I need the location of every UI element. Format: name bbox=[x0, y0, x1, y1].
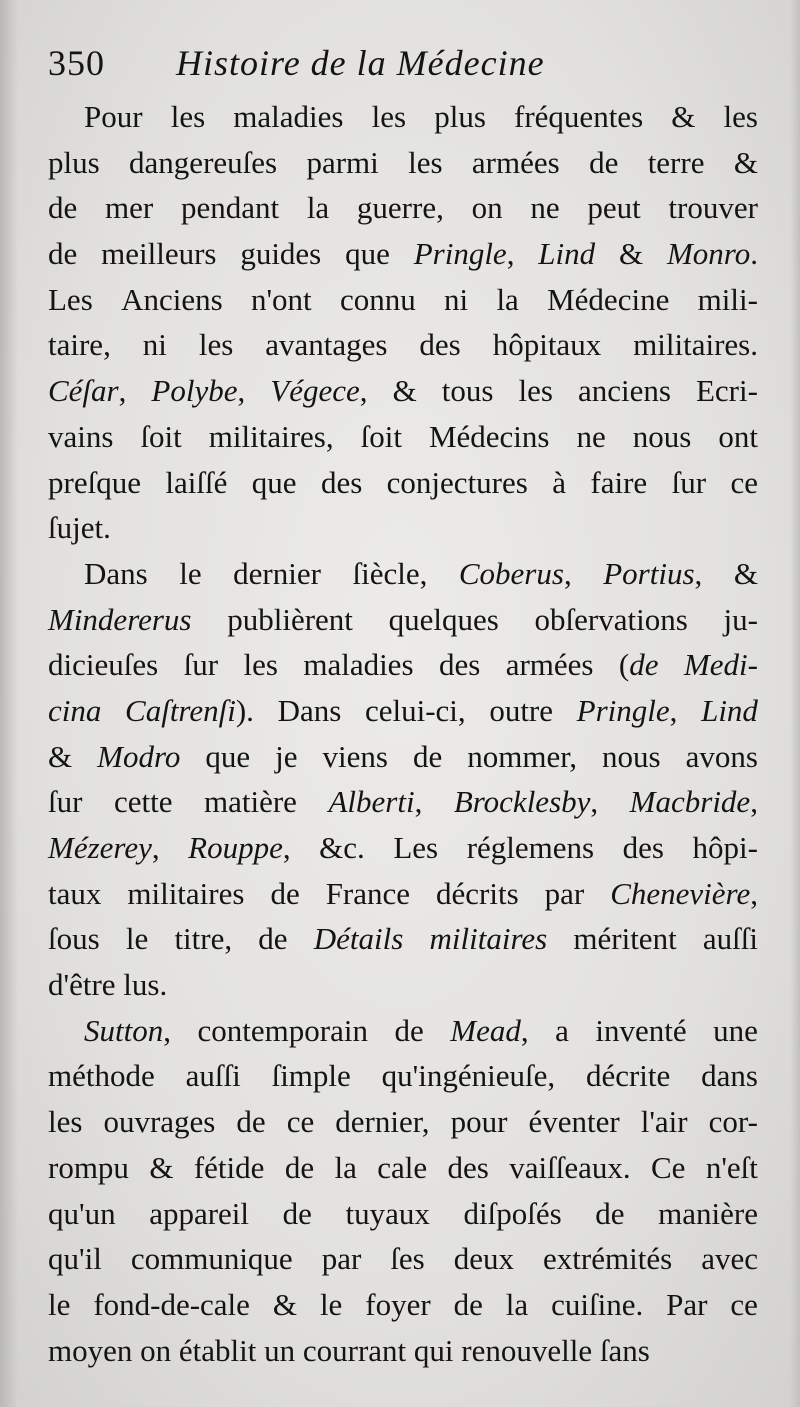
text-line: dicieuſes ſur les maladies des armées (de Medi- bbox=[48, 647, 758, 683]
text-line: Les Anciens n'ont connu ni la Médecine mili- bbox=[48, 281, 758, 317]
text-line: Mindererus publièrent quelques obſervations ju- bbox=[48, 601, 758, 637]
text-line: Céſar, Polybe, Végece, & tous les anciens Ecri- bbox=[48, 373, 758, 409]
text-line: d'être lus. bbox=[48, 967, 168, 1003]
text-line: de mer pendant la guerre, on ne peut trouver bbox=[48, 190, 758, 226]
text-line: les ouvrages de ce dernier, pour éventer l'air cor- bbox=[48, 1104, 758, 1140]
text-line: Sutton, contemporain de Mead, a inventé une bbox=[84, 1012, 758, 1048]
text-line: ſous le titre, de Détails militaires méritent auſſi bbox=[48, 921, 758, 957]
text-line: ſujet. bbox=[48, 510, 111, 546]
page-number: 350 bbox=[48, 43, 105, 83]
text-line: plus dangereuſes parmi les armées de terre & bbox=[48, 144, 758, 180]
page-edge-shadow bbox=[0, 0, 18, 1407]
body-text bbox=[48, 94, 758, 1373]
text-line: qu'il communique par ſes deux extrémités avec bbox=[48, 1241, 758, 1277]
running-title: Histoire de la Médecine bbox=[176, 43, 545, 83]
text-line: moyen on établit un courrant qui renouvelle ſans bbox=[48, 1332, 650, 1368]
text-line: rompu & fétide de la cale des vaiſſeaux. Ce n'eſt bbox=[48, 1149, 758, 1185]
text-line: Pour les maladies les plus fréquentes & les bbox=[84, 99, 758, 134]
text-line: Mézerey, Rouppe, &c. Les réglemens des hôpi- bbox=[48, 830, 758, 865]
text-line: taire, ni les avantages des hôpitaux militaires. bbox=[48, 327, 758, 363]
page-header bbox=[48, 38, 748, 88]
text-line: qu'un appareil de tuyaux diſpoſés de manière bbox=[48, 1195, 758, 1231]
text-line: taux militaires de France décrits par Chenevière, bbox=[48, 875, 758, 911]
text-line: le fond-de-cale & le foyer de la cuiſine. Par ce bbox=[48, 1286, 758, 1322]
text-line: preſque laiſſé que des conjectures à faire ſur ce bbox=[48, 464, 758, 500]
text-line: de meilleurs guides que Pringle, Lind & Monro. bbox=[48, 236, 758, 272]
text-line: & Modro que je viens de nommer, nous avons bbox=[48, 738, 758, 774]
text-line: méthode auſſi ſimple qu'ingénieuſe, décrite dans bbox=[48, 1058, 758, 1094]
text-line: Dans le dernier ſiècle, Coberus, Portius, & bbox=[84, 555, 758, 591]
text-line: vains ſoit militaires, ſoit Médecins ne nous ont bbox=[48, 418, 758, 454]
text-line: ſur cette matière Alberti, Brocklesby, Macbride, bbox=[48, 784, 758, 820]
page-edge-shadow bbox=[790, 0, 800, 1407]
text-line: cina Caſtrenſi). Dans celui-ci, outre Pringle, Lind bbox=[48, 692, 758, 728]
